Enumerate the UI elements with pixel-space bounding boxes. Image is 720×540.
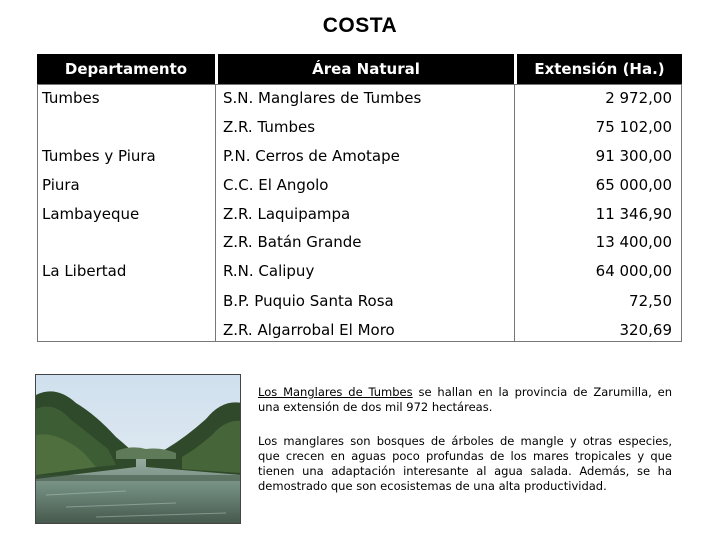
row-extension: 13 400,00 <box>595 233 672 251</box>
row-area: Z.R. Batán Grande <box>223 233 362 251</box>
row-area: C.C. El Angolo <box>223 176 329 194</box>
row-departamento: Tumbes y Piura <box>42 147 156 165</box>
row-area: B.P. Puquio Santa Rosa <box>223 292 394 310</box>
row-extension: 75 102,00 <box>595 118 672 136</box>
row-extension: 91 300,00 <box>595 147 672 165</box>
row-extension: 65 000,00 <box>595 176 672 194</box>
row-departamento: La Libertad <box>42 262 127 280</box>
header-departamento: Departamento <box>37 54 215 84</box>
mangrove-river-photo <box>35 374 241 524</box>
row-extension: 320,69 <box>619 321 672 339</box>
row-area: R.N. Calipuy <box>223 262 315 280</box>
description-paragraph-1 <box>258 385 672 415</box>
header-area-natural: Área Natural <box>218 54 514 84</box>
row-departamento: Lambayeque <box>42 205 140 223</box>
row-area: Z.R. Tumbes <box>223 118 316 136</box>
row-area: Z.R. Laquipampa <box>223 205 351 223</box>
row-area: Z.R. Algarrobal El Moro <box>223 321 395 339</box>
page-title: COSTA <box>322 14 398 37</box>
row-departamento: Tumbes <box>42 89 100 107</box>
mangrove-river-photo-icon <box>36 375 241 524</box>
description-paragraph-2: Los manglares son bosques de árboles de mangle y otras especies, que crecen en aguas poco profundas de los mares tropicales y que tienen una adaptación interesante al agua salada. Además, se ha demostrado que son ecosistemas de una alta productividad. <box>258 434 672 493</box>
row-area: P.N. Cerros de Amotape <box>223 147 400 165</box>
header-extension: Extensión (Ha.) <box>517 54 682 84</box>
row-area: S.N. Manglares de Tumbes <box>223 89 422 107</box>
manglares-link[interactable]: Los Manglares de Tumbes <box>258 385 413 399</box>
row-extension: 2 972,00 <box>605 89 672 107</box>
row-extension: 72,50 <box>629 292 672 310</box>
row-extension: 64 000,00 <box>595 262 672 280</box>
description-paragraph-1-text: se hallan en la provincia de Zarumilla, en una extensión de dos mil 972 hectáreas. <box>258 385 672 414</box>
row-extension: 11 346,90 <box>595 205 672 223</box>
row-departamento: Piura <box>42 176 80 194</box>
